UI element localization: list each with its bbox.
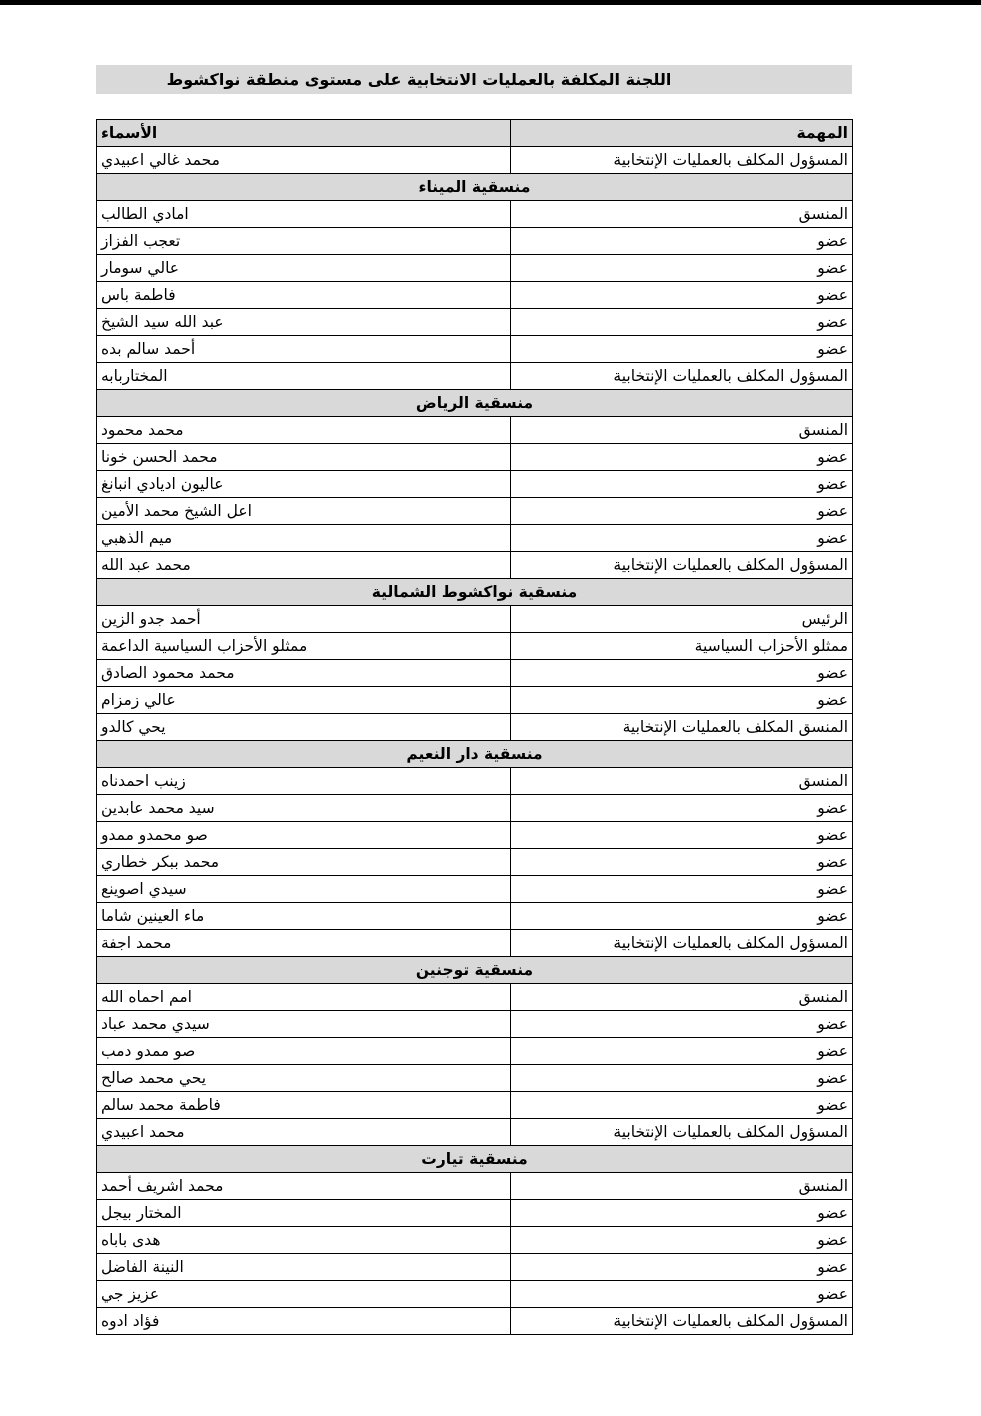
name-cell — [97, 660, 511, 687]
table-row — [97, 201, 853, 228]
role-cell: المنسق — [511, 1173, 853, 1200]
name-cell — [97, 1065, 511, 1092]
name-text: ميم الذهبي — [101, 528, 173, 547]
name-cell — [97, 1281, 511, 1308]
role-cell: المنسق — [511, 984, 853, 1011]
role-cell: عضو — [511, 525, 853, 552]
section-title: منسقية دار النعيم — [97, 741, 853, 768]
name-text: فاطمة محمد سالم — [101, 1095, 221, 1114]
name-cell — [97, 795, 511, 822]
name-cell — [97, 768, 511, 795]
role-cell: عضو — [511, 1254, 853, 1281]
name-text: فاطمة باس — [101, 285, 176, 304]
name-cell — [97, 282, 511, 309]
name-cell — [97, 903, 511, 930]
name-cell — [97, 633, 511, 660]
name-text: تعجب الفزاز — [101, 231, 181, 250]
name-cell — [97, 876, 511, 903]
table-row — [97, 768, 853, 795]
role-cell: عضو — [511, 255, 853, 282]
name-cell — [97, 1227, 511, 1254]
name-text: أحمد سالم بده — [101, 339, 196, 358]
section-header-row — [97, 957, 853, 984]
name-cell — [97, 822, 511, 849]
name-text: ماء العينين شاما — [101, 906, 205, 925]
name-text: فؤاد ادوه — [101, 1311, 160, 1330]
page-title: اللجنة المكلفة بالعمليات الانتخابية على مستوى منطقة نواكشوط — [96, 65, 852, 94]
table-row — [97, 1173, 853, 1200]
name-cell — [97, 552, 511, 579]
role-cell: المسؤول المكلف بالعمليات الإنتخابية — [511, 1119, 853, 1146]
name-cell — [97, 525, 511, 552]
section-header-row — [97, 579, 853, 606]
table-row — [97, 417, 853, 444]
table-row — [97, 1011, 853, 1038]
name-text: زينب احمدناه — [101, 771, 186, 790]
role-cell: عضو — [511, 903, 853, 930]
table-row — [97, 471, 853, 498]
table-row — [97, 930, 853, 957]
role-cell: عضو — [511, 795, 853, 822]
name-text: صو ممدو دمب — [101, 1041, 196, 1060]
table-row — [97, 1065, 853, 1092]
role-cell: عضو — [511, 444, 853, 471]
section-header-row — [97, 1146, 853, 1173]
name-cell — [97, 255, 511, 282]
table-row — [97, 1200, 853, 1227]
section-title: منسقية تيارت — [97, 1146, 853, 1173]
section-header-row — [97, 390, 853, 417]
table-row — [97, 1281, 853, 1308]
header-name: الأسماء — [97, 120, 511, 147]
name-text: صو محمدو ممدو — [101, 825, 208, 844]
name-cell — [97, 471, 511, 498]
name-text: يحي محمد صالح — [101, 1068, 207, 1087]
name-text: امم احماه الله — [101, 987, 192, 1006]
top-border — [0, 0, 981, 5]
name-cell — [97, 498, 511, 525]
name-cell — [97, 417, 511, 444]
role-cell: عضو — [511, 687, 853, 714]
name-cell — [97, 363, 511, 390]
role-cell: عضو — [511, 1011, 853, 1038]
table-row — [97, 552, 853, 579]
role-cell: عضو — [511, 1038, 853, 1065]
role-cell: المنسق — [511, 201, 853, 228]
role-cell: عضو — [511, 1092, 853, 1119]
section-title: منسقية الرياض — [97, 390, 853, 417]
role-cell: عضو — [511, 1065, 853, 1092]
table-row — [97, 687, 853, 714]
name-text: المختار بيجل — [101, 1203, 182, 1222]
name-cell — [97, 309, 511, 336]
name-text: سيدي اصوينع — [101, 879, 187, 898]
table-row — [97, 984, 853, 1011]
role-cell: المسؤول المكلف بالعمليات الإنتخابية — [511, 930, 853, 957]
name-text: سيد محمد عابدين — [101, 798, 215, 817]
name-text: امادي الطالب — [101, 204, 189, 223]
name-text: هدى باباه — [101, 1230, 161, 1249]
table-row — [97, 1038, 853, 1065]
name-cell — [97, 147, 511, 174]
table-row — [97, 849, 853, 876]
role-cell: عضو — [511, 1281, 853, 1308]
name-cell — [97, 1200, 511, 1227]
role-cell: عضو — [511, 822, 853, 849]
role-cell: المسؤول المكلف بالعمليات الإنتخابية — [511, 363, 853, 390]
role-cell: عضو — [511, 498, 853, 525]
role-cell: عضو — [511, 471, 853, 498]
table-row — [97, 876, 853, 903]
name-text: أحمد جدو الزين — [101, 609, 201, 628]
name-text: عالي سومار — [101, 258, 180, 277]
table-row — [97, 1254, 853, 1281]
table-row — [97, 444, 853, 471]
role-cell: عضو — [511, 309, 853, 336]
name-text: عزيز جي — [101, 1284, 160, 1303]
name-text: محمد اجفة — [101, 933, 172, 952]
role-cell: المسؤول المكلف بالعمليات الإنتخابية — [511, 147, 853, 174]
name-text: محمد ببكر خطاري — [101, 852, 219, 871]
table-row — [97, 525, 853, 552]
table-row — [97, 147, 853, 174]
header-role: المهمة — [511, 120, 853, 147]
table-row — [97, 1308, 853, 1335]
name-cell — [97, 444, 511, 471]
role-cell: عضو — [511, 1200, 853, 1227]
name-text: عالي زمزام — [101, 690, 176, 709]
table-row — [97, 498, 853, 525]
name-cell — [97, 1308, 511, 1335]
name-cell — [97, 984, 511, 1011]
name-cell — [97, 849, 511, 876]
role-cell: عضو — [511, 336, 853, 363]
table-row — [97, 822, 853, 849]
section-header-row — [97, 741, 853, 768]
committee-table — [96, 119, 853, 1335]
name-text: عبد الله سيد الشيخ — [101, 312, 224, 331]
table-header-row — [97, 120, 853, 147]
role-cell: ممثلو الأحزاب السياسية — [511, 633, 853, 660]
table-row — [97, 795, 853, 822]
section-title: منسقية نواكشوط الشمالية — [97, 579, 853, 606]
role-cell: عضو — [511, 282, 853, 309]
role-cell: المنسق — [511, 417, 853, 444]
role-cell: عضو — [511, 660, 853, 687]
table-row — [97, 660, 853, 687]
table-row — [97, 255, 853, 282]
table-row — [97, 1092, 853, 1119]
name-cell — [97, 336, 511, 363]
section-header-row — [97, 174, 853, 201]
table-row — [97, 903, 853, 930]
name-cell — [97, 1173, 511, 1200]
table-row — [97, 363, 853, 390]
table-row — [97, 228, 853, 255]
name-cell — [97, 687, 511, 714]
name-text: سيدي محمد عباد — [101, 1014, 210, 1033]
role-cell: عضو — [511, 876, 853, 903]
name-text: محمد اشريف أحمد — [101, 1176, 224, 1195]
role-cell: عضو — [511, 228, 853, 255]
table-row — [97, 606, 853, 633]
name-text: محمد محمود الصادق — [101, 663, 235, 682]
name-text: المختاربابه — [101, 366, 168, 385]
role-cell: الرئيس — [511, 606, 853, 633]
role-cell: المسؤول المكلف بالعمليات الإنتخابية — [511, 552, 853, 579]
section-title: منسقية توجنين — [97, 957, 853, 984]
name-cell — [97, 228, 511, 255]
name-cell — [97, 714, 511, 741]
table-row — [97, 336, 853, 363]
name-text: محمد غالي اعبيدي — [101, 150, 220, 169]
table-row — [97, 1227, 853, 1254]
name-cell — [97, 1038, 511, 1065]
name-cell — [97, 1254, 511, 1281]
name-cell — [97, 1119, 511, 1146]
name-cell — [97, 1092, 511, 1119]
name-text: اعل الشيخ محمد الأمين — [101, 501, 252, 520]
role-cell: المنسق المكلف بالعمليات الإنتخابية — [511, 714, 853, 741]
section-title: منسقية الميناء — [97, 174, 853, 201]
name-cell — [97, 930, 511, 957]
name-text: محمد عبد الله — [101, 555, 191, 574]
name-text: محمد الحسن خونا — [101, 447, 218, 466]
name-text: محمد محمود — [101, 420, 184, 439]
name-text: عاليون ادیادي انبانغ — [101, 474, 224, 493]
role-cell: المنسق — [511, 768, 853, 795]
table-row — [97, 633, 853, 660]
table-row — [97, 282, 853, 309]
name-text: يحي كالدو — [101, 717, 166, 736]
name-cell — [97, 1011, 511, 1038]
role-cell: المسؤول المكلف بالعمليات الإنتخابية — [511, 1308, 853, 1335]
name-text: ممثلو الأحزاب السياسية الداعمة — [101, 636, 308, 655]
role-cell: عضو — [511, 1227, 853, 1254]
role-cell: عضو — [511, 849, 853, 876]
table-row — [97, 1119, 853, 1146]
name-text: محمد اعبيدي — [101, 1122, 185, 1141]
name-cell — [97, 606, 511, 633]
table-row — [97, 309, 853, 336]
name-cell — [97, 201, 511, 228]
name-text: النينة الفاضل — [101, 1257, 184, 1276]
table-row — [97, 714, 853, 741]
